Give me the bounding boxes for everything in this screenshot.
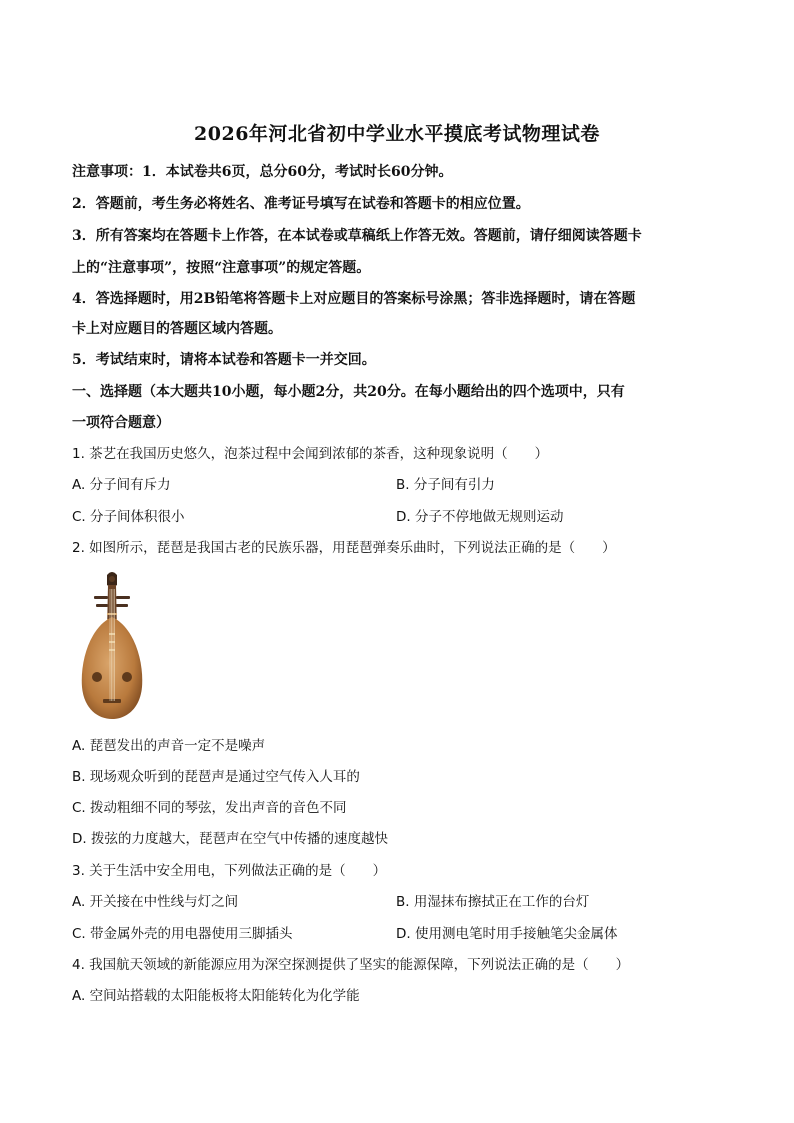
question-1-option-d: D. 分子不停地做无规则运动: [396, 509, 564, 525]
question-1-stem: 1. 茶艺在我国历史悠久，泡茶过程中会闻到浓郁的茶香，这种现象说明（ ）: [72, 446, 549, 462]
pipa-illustration: [72, 569, 152, 721]
notes-line-3: 3．所有答案均在答题卡上作答，在本试卷或草稿纸上作答无效。答题前，请仔细阅读答题卡: [72, 228, 642, 244]
question-3-stem: 3. 关于生活中安全用电，下列做法正确的是（ ）: [72, 863, 387, 879]
question-3-option-d: D. 使用测电笔时用手接触笔尖金属体: [396, 926, 618, 942]
question-2-option-c: C. 拨动粗细不同的琴弦，发出声音的音色不同: [72, 800, 347, 816]
notes-line-1: 注意事项：1．本试卷共6页，总分60分，考试时长60分钟。: [72, 164, 453, 180]
question-2-option-a: A. 琵琶发出的声音一定不是噪声: [72, 738, 266, 754]
question-4-option-a: A. 空间站搭载的太阳能板将太阳能转化为化学能: [72, 988, 360, 1004]
question-1-option-c: C. 分子间体积很小: [72, 509, 185, 525]
section-heading-line-1: 一、选择题（本大题共10小题，每小题2分，共20分。在每小题给出的四个选项中，只有: [72, 384, 625, 400]
question-2-option-b: B. 现场观众听到的琵琶声是通过空气传入人耳的: [72, 769, 360, 785]
pipa-icon: [72, 569, 152, 721]
notes-line-2: 2．答题前，考生务必将姓名、准考证号填写在试卷和答题卡的相应位置。: [72, 196, 530, 212]
question-1-option-b: B. 分子间有引力: [396, 477, 495, 493]
question-3-option-a: A. 开关接在中性线与灯之间: [72, 894, 239, 910]
notes-line-4: 上的“注意事项”，按照“注意事项”的规定答题。: [72, 260, 371, 276]
question-2-option-d: D. 拨弦的力度越大，琵琶声在空气中传播的速度越快: [72, 831, 388, 847]
exam-title: 2026年河北省初中学业水平摸底考试物理试卷: [194, 123, 600, 145]
question-4-stem: 4. 我国航天领域的新能源应用为深空探测提供了坚实的能源保障，下列说法正确的是（ ）: [72, 957, 630, 973]
question-1-option-a: A. 分子间有斥力: [72, 477, 171, 493]
question-2-stem: 2. 如图所示，琵琶是我国古老的民族乐器，用琵琶弹奏乐曲时，下列说法正确的是（ ）: [72, 540, 616, 556]
notes-line-7: 5．考试结束时，请将本试卷和答题卡一并交回。: [72, 352, 376, 368]
question-3-option-c: C. 带金属外壳的用电器使用三脚插头: [72, 926, 293, 942]
question-3-option-b: B. 用湿抹布擦拭正在工作的台灯: [396, 894, 590, 910]
notes-line-6: 卡上对应题目的答题区域内答题。: [72, 321, 282, 337]
notes-line-5: 4．答选择题时，用2B铅笔将答题卡上对应题目的答案标号涂黑；答非选择题时，请在答题: [72, 291, 636, 307]
section-heading-line-2: 一项符合题意）: [72, 415, 170, 431]
